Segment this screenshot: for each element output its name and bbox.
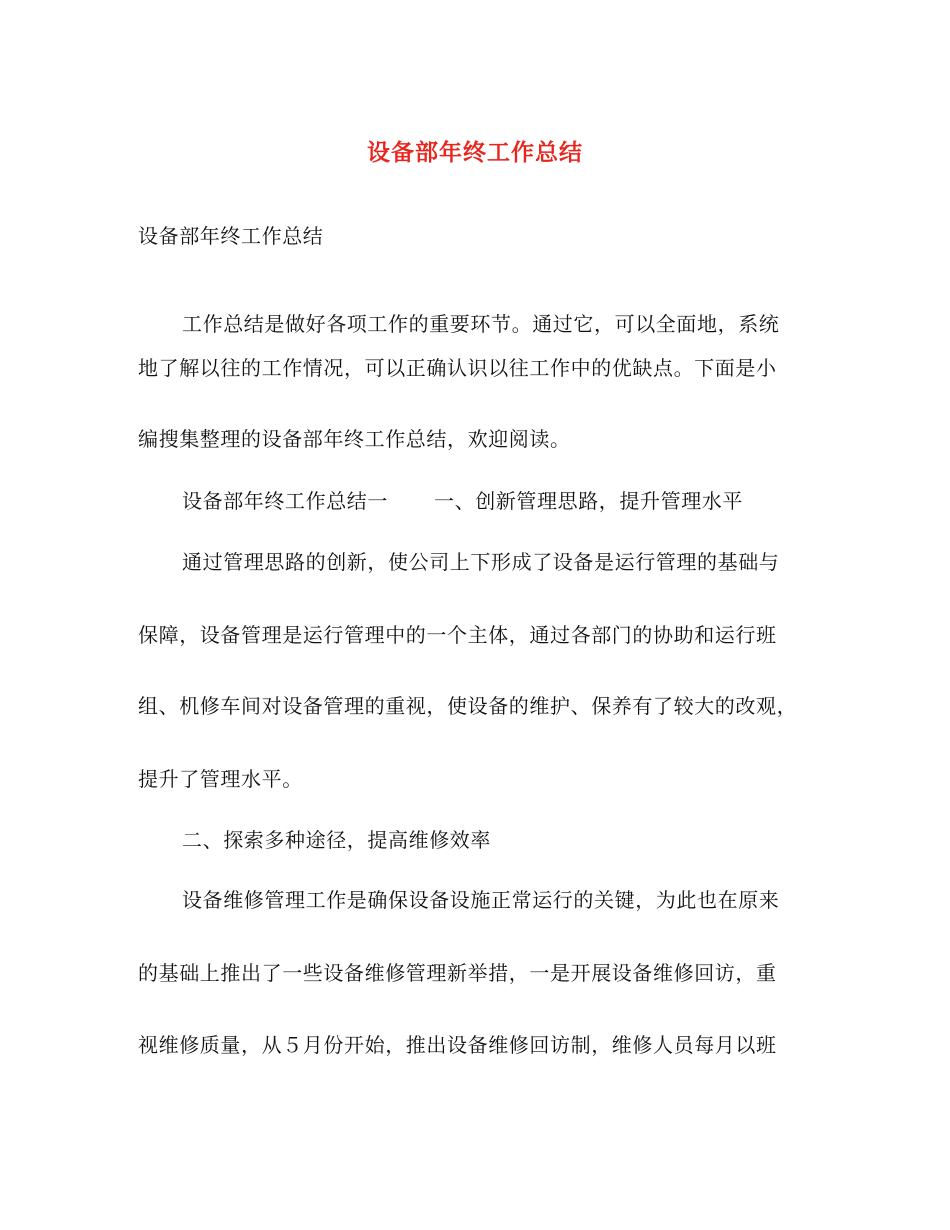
paragraph-line: 工作总结是做好各项工作的重要环节。通过它，可以全面地，系统	[182, 312, 780, 336]
paragraph-line: 保障，设备管理是运行管理中的一个主体，通过各部门的协助和运行班	[138, 623, 777, 647]
paragraph-line: 设备维修管理工作是确保设备设施正常运行的关键，为此也在原来	[182, 888, 780, 912]
document-heading: 设备部年终工作总结	[138, 224, 324, 248]
paragraph-line: 视维修质量，从５月份开始，推出设备维修回访制，维修人员每月以班	[138, 1033, 777, 1057]
paragraph-line: 组、机修车间对设备管理的重视，使设备的维护、保养有了较大的改观，	[138, 694, 798, 718]
section-heading-line	[182, 487, 882, 515]
section-subtitle: 设备部年终工作总结一	[182, 489, 388, 513]
paragraph-line: 提升了管理水平。	[138, 767, 303, 791]
paragraph-line: 编搜集整理的设备部年终工作总结，欢迎阅读。	[138, 427, 571, 451]
paragraph-line: 的基础上推出了一些设备维修管理新举措，一是开展设备维修回访，重	[138, 961, 777, 985]
paragraph-line: 地了解以往的工作情况，可以正确认识以往工作中的优缺点。下面是小	[138, 356, 777, 380]
paragraph-line: 通过管理思路的创新，使公司上下形成了设备是运行管理的基础与	[182, 550, 780, 574]
document-title: 设备部年终工作总结	[367, 139, 583, 166]
section-heading: 一、创新管理思路，提升管理水平	[434, 489, 743, 513]
section-heading: 二、探索多种途径，提高维修效率	[182, 828, 491, 852]
